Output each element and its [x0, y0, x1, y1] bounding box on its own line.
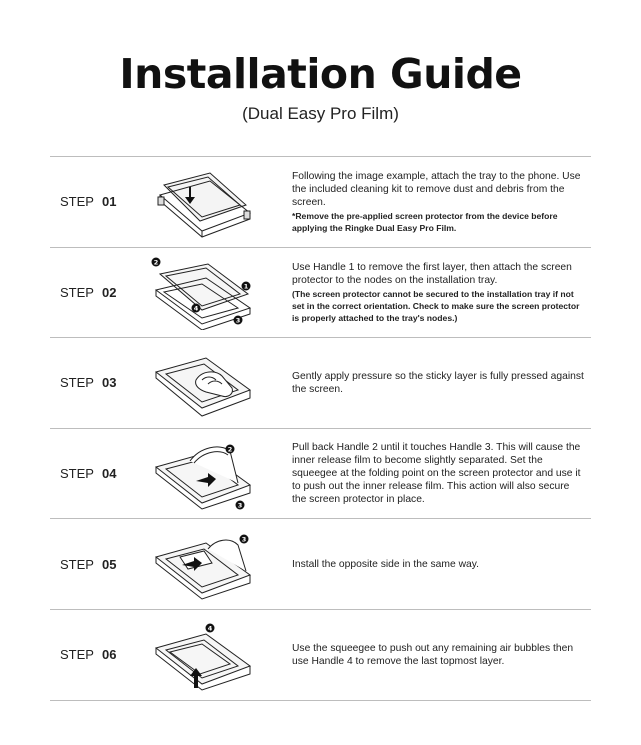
callout-4 [206, 623, 215, 632]
svg-text:2: 2 [153, 258, 159, 267]
step-text: Use Handle 1 to remove the first layer, then attach the screen protector to the nodes on the installation tray. [292, 262, 572, 287]
step-prefix: STEP [60, 647, 94, 663]
callout-2 [152, 257, 161, 266]
step-description [292, 519, 584, 609]
step-01-illustration [150, 165, 255, 239]
callout-3 [240, 535, 249, 544]
step-02-illustration [150, 256, 255, 330]
page-title: Installation Guide [119, 50, 522, 98]
step-description [292, 338, 584, 428]
step-text: Pull back Handle 2 until it touches Handle 3. This will cause the inner release film to become slightly separated. Set the squeegee at the folding point on the screen protector and use it to push out the inner release film. This action will also secure the screen protector in place. [292, 441, 581, 506]
step-row-02 [50, 247, 591, 338]
callout-3 [236, 500, 245, 509]
step-label [60, 429, 116, 519]
step-number: 05 [101, 556, 117, 572]
callout-1 [242, 281, 251, 290]
step-03-illustration [150, 346, 255, 420]
svg-text:3: 3 [237, 501, 243, 510]
step-row-03 [50, 337, 591, 428]
step-label [60, 248, 116, 338]
step-number: 03 [101, 375, 117, 391]
step-note: (The screen protector cannot be secured to the installation tray if not set in the correct orientation. Check to make sure the screen protector is properly attached to the tray's nodes.) [292, 288, 580, 323]
step-row-05 [50, 518, 591, 609]
step-04-illustration [150, 437, 255, 511]
step-prefix: STEP [60, 194, 94, 210]
svg-text:4: 4 [207, 624, 213, 633]
step-row-06 [50, 609, 591, 701]
step-number: 02 [101, 284, 117, 300]
callout-4 [192, 303, 201, 312]
step-description [292, 248, 584, 338]
step-description [292, 429, 584, 519]
svg-text:3: 3 [235, 316, 241, 325]
step-prefix: STEP [60, 284, 94, 300]
step-number: 06 [101, 647, 117, 663]
step-row-04 [50, 428, 591, 519]
svg-text:1: 1 [243, 282, 249, 291]
page-subtitle: (Dual Easy Pro Film) [242, 104, 399, 123]
step-05-illustration [150, 527, 255, 601]
step-description [292, 610, 584, 700]
step-prefix: STEP [60, 375, 94, 391]
svg-text:4: 4 [193, 304, 199, 313]
step-number: 01 [101, 194, 117, 210]
step-description [292, 157, 584, 247]
step-text: Install the opposite side in the same way. [292, 558, 479, 570]
step-row-01 [50, 156, 591, 247]
step-label [60, 157, 116, 247]
callout-3 [234, 315, 243, 324]
step-label [60, 610, 116, 700]
callout-2 [226, 444, 235, 453]
step-text: Use the squeegee to push out any remaining air bubbles then use Handle 4 to remove the last topmost layer. [292, 642, 574, 667]
steps-list [50, 156, 591, 701]
step-note: *Remove the pre-applied screen protector from the device before applying the Ringke Dual Easy Pro Film. [292, 210, 558, 233]
step-label [60, 338, 116, 428]
step-text: Following the image example, attach the tray to the phone. Use the included cleaning kit to remove dust and debris from the screen. [292, 170, 581, 209]
svg-text:2: 2 [227, 445, 233, 454]
step-prefix: STEP [60, 466, 94, 482]
step-label [60, 519, 116, 609]
step-number: 04 [101, 466, 117, 482]
svg-text:3: 3 [241, 535, 247, 544]
step-text: Gently apply pressure so the sticky layer is fully pressed against the screen. [292, 370, 584, 395]
step-prefix: STEP [60, 556, 94, 572]
step-06-illustration [150, 618, 255, 692]
